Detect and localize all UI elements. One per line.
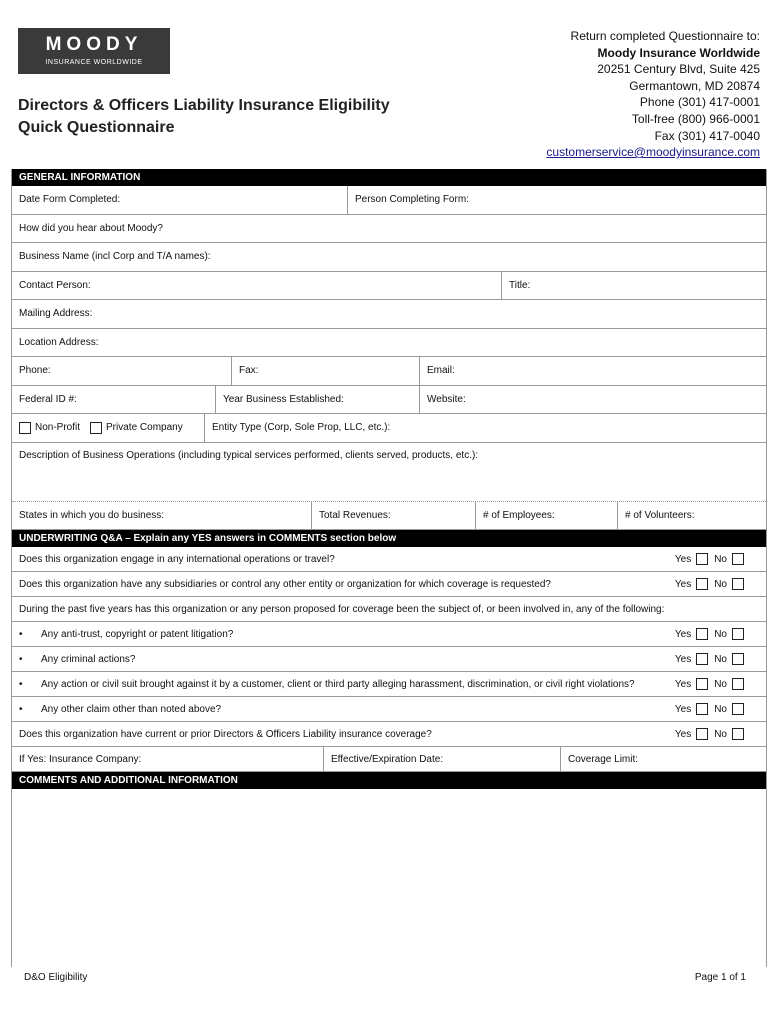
employees-field[interactable]: # of Employees: [476, 502, 618, 530]
yes-checkbox[interactable] [696, 628, 708, 640]
comments-header: COMMENTS AND ADDITIONAL INFORMATION [12, 772, 766, 789]
title-line-2: Quick Questionnaire [18, 119, 175, 136]
logo-name: MOODY [45, 34, 143, 55]
volunteers-field[interactable]: # of Volunteers: [625, 509, 695, 521]
no-checkbox[interactable] [732, 728, 744, 740]
address-city: Germantown, MD 20874 [629, 78, 760, 93]
row-entity [12, 414, 766, 443]
bullet-icon: • [19, 653, 23, 665]
row-business-name [12, 243, 766, 272]
private-company-checkbox[interactable] [90, 422, 102, 434]
row-location [12, 329, 766, 358]
website-field[interactable]: Website: [427, 393, 466, 405]
business-name-field[interactable]: Business Name (incl Corp and T/A names): [19, 251, 211, 263]
question-other-claim [12, 697, 766, 721]
footer-page-number: Page 1 of 1 [694, 972, 746, 983]
address-company: Moody Insurance Worldwide [597, 45, 760, 60]
yes-label: Yes [674, 703, 692, 715]
row-states-revenue [12, 502, 766, 531]
bullet-icon: • [19, 628, 23, 640]
contact-person-field[interactable]: Contact Person: [12, 272, 502, 300]
entity-type-field[interactable]: Entity Type (Corp, Sole Prop, LLC, etc.): [212, 422, 391, 434]
address-intro: Return completed Questionnaire to: [570, 29, 760, 43]
yes-checkbox[interactable] [696, 653, 708, 665]
yes-no-group [675, 703, 744, 715]
address-tollfree: Toll-free (800) 966-0001 [631, 111, 760, 126]
private-company-label: Private Company [106, 422, 183, 434]
underwriting-header: UNDERWRITING Q&A – Explain any YES answers in COMMENTS section below [12, 530, 766, 547]
phone-field[interactable]: Phone: [12, 357, 232, 385]
yes-checkbox[interactable] [696, 578, 708, 590]
question-row [12, 672, 766, 697]
no-label: No [714, 728, 727, 740]
yes-label: Yes [674, 578, 692, 590]
question-text: Any other claim other than noted above? [41, 703, 222, 715]
non-profit-checkbox[interactable] [19, 422, 31, 434]
question-do-coverage [12, 722, 766, 746]
moody-logo [18, 28, 170, 74]
question-text: Does this organization engage in any international operations or travel? [19, 553, 335, 565]
row-hear-about [12, 215, 766, 244]
yes-label: Yes [674, 553, 692, 565]
row-date-person [12, 186, 766, 215]
footer-doc-name: D&O Eligibility [24, 972, 88, 983]
yes-label: Yes [674, 628, 692, 640]
no-label: No [714, 628, 727, 640]
yes-no-group [675, 678, 744, 690]
questionnaire-form [11, 169, 767, 967]
yes-label: Yes [674, 653, 692, 665]
coverage-limit-field[interactable]: Coverage Limit: [568, 753, 639, 765]
no-label: No [714, 703, 727, 715]
yes-checkbox[interactable] [696, 678, 708, 690]
address-phone: Phone (301) 417-0001 [639, 95, 760, 110]
effective-date-field[interactable]: Effective/Expiration Date: [324, 747, 561, 771]
question-text: Any action or civil suit brought against it by a customer, client or third party alleging harassment, discrimination, or civil right violations? [41, 678, 635, 690]
no-label: No [714, 578, 727, 590]
question-civil-suit [12, 672, 766, 696]
question-row [12, 572, 766, 597]
insurance-company-field[interactable]: If Yes: Insurance Company: [12, 747, 324, 771]
question-past-five-years: During the past five years has this organization or any person proposed for coverage been the subject of, or been involved in, any of the following: [19, 603, 665, 615]
yes-checkbox[interactable] [696, 728, 708, 740]
comments-area[interactable] [12, 789, 766, 967]
question-international [12, 547, 766, 571]
question-row [12, 722, 766, 747]
date-completed-field[interactable]: Date Form Completed: [12, 186, 348, 214]
states-field[interactable]: States in which you do business: [12, 502, 312, 530]
hear-about-field[interactable]: How did you hear about Moody? [19, 222, 163, 234]
logo-tagline: INSURANCE WORLDWIDE [45, 59, 143, 66]
yes-no-group [675, 578, 744, 590]
federal-id-field[interactable]: Federal ID #: [12, 386, 216, 414]
no-checkbox[interactable] [732, 653, 744, 665]
yes-no-group [675, 553, 744, 565]
row-mailing [12, 300, 766, 329]
row-insurance-details [12, 747, 766, 772]
question-subsidiaries [12, 572, 766, 596]
address-fax: Fax (301) 417-0040 [654, 128, 760, 143]
total-revenues-field[interactable]: Total Revenues: [312, 502, 476, 530]
yes-no-group [675, 628, 744, 640]
question-row [12, 697, 766, 722]
email-field[interactable]: Email: [427, 365, 455, 377]
no-checkbox[interactable] [732, 678, 744, 690]
location-address-field[interactable]: Location Address: [19, 336, 99, 348]
row-contact [12, 272, 766, 301]
no-label: No [714, 553, 727, 565]
question-row [12, 647, 766, 672]
description-field[interactable]: Description of Business Operations (including typical services performed, clients served, products, etc.): [19, 449, 479, 461]
no-checkbox[interactable] [732, 703, 744, 715]
fax-field[interactable]: Fax: [232, 357, 420, 385]
year-established-field[interactable]: Year Business Established: [216, 386, 420, 414]
row-phone-fax-email [12, 357, 766, 386]
address-street: 20251 Century Blvd, Suite 425 [597, 62, 760, 77]
no-checkbox[interactable] [732, 628, 744, 640]
question-text: Does this organization have any subsidiaries or control any other entity or organization for which coverage is requested? [19, 578, 551, 590]
question-antitrust [12, 622, 766, 646]
address-email-link[interactable]: customerservice@moodyinsurance.com [546, 145, 760, 160]
org-type-options [12, 414, 205, 442]
yes-label: Yes [674, 678, 692, 690]
page-title [18, 95, 390, 139]
yes-no-group [675, 728, 744, 740]
question-row [12, 622, 766, 647]
yes-checkbox[interactable] [696, 703, 708, 715]
yes-checkbox[interactable] [696, 553, 708, 565]
no-checkbox[interactable] [732, 553, 744, 565]
return-address [546, 28, 760, 161]
mailing-address-field[interactable]: Mailing Address: [19, 308, 93, 320]
question-text: Any criminal actions? [41, 653, 136, 665]
title-line-1: Directors & Officers Liability Insurance Eligibility [18, 97, 390, 114]
question-row [12, 597, 766, 622]
row-description [12, 443, 766, 502]
no-label: No [714, 678, 727, 690]
yes-no-group [675, 653, 744, 665]
general-information-header: GENERAL INFORMATION [12, 169, 766, 186]
bullet-icon: • [19, 678, 23, 690]
row-federal-year-website [12, 386, 766, 415]
no-checkbox[interactable] [732, 578, 744, 590]
person-completing-field[interactable]: Person Completing Form: [355, 194, 469, 206]
question-text: Does this organization have current or prior Directors & Officers Liability insurance coverage? [19, 728, 432, 740]
bullet-icon: • [19, 703, 23, 715]
question-criminal [12, 647, 766, 671]
non-profit-label: Non-Profit [35, 422, 81, 434]
question-text: Any anti-trust, copyright or patent litigation? [41, 628, 234, 640]
title-field[interactable]: Title: [509, 279, 531, 291]
no-label: No [714, 653, 727, 665]
yes-label: Yes [674, 728, 692, 740]
question-row [12, 547, 766, 572]
